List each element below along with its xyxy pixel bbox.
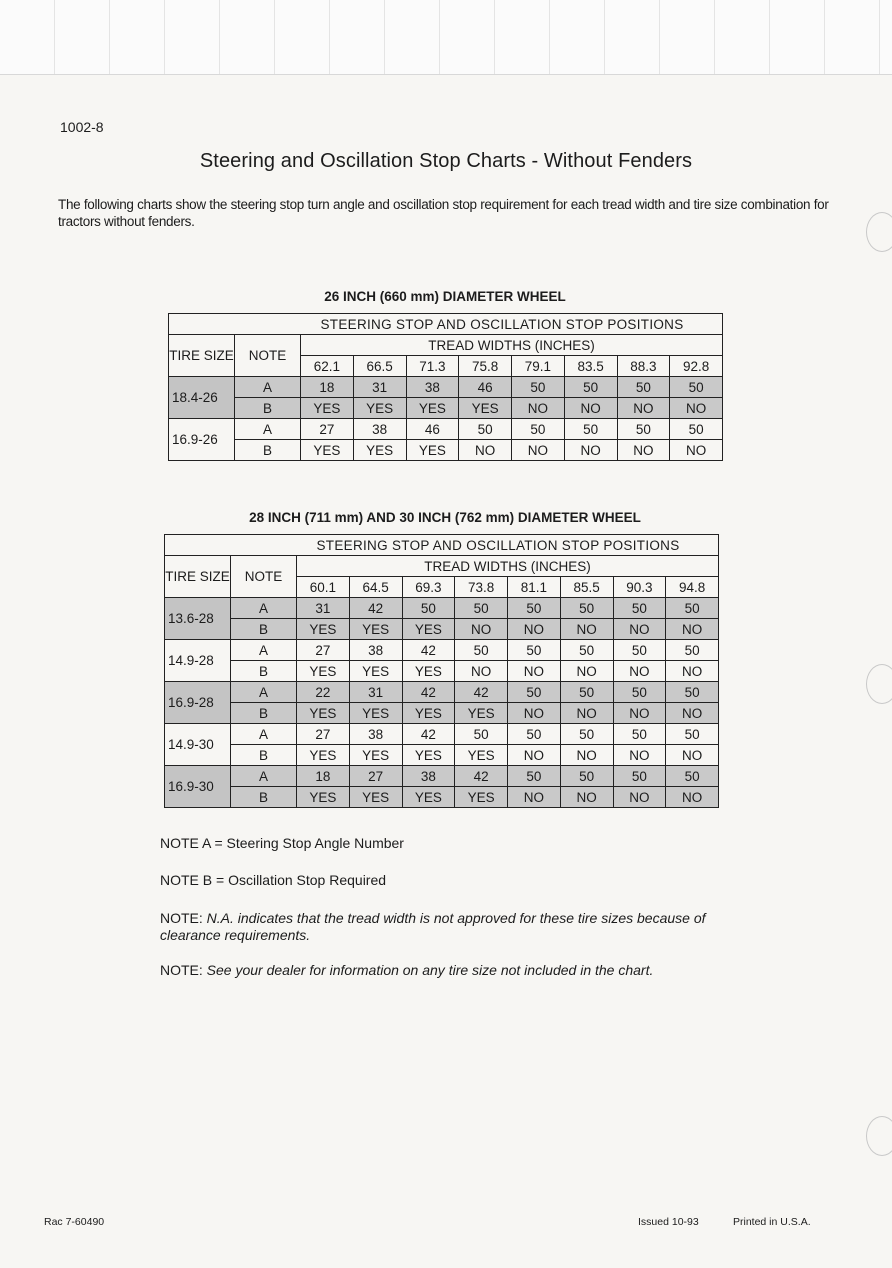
steering-stop-angle: 50 <box>613 724 666 745</box>
page-title: Steering and Oscillation Stop Charts - Without Fenders <box>199 150 693 172</box>
tire-size: 14.9-28 <box>165 640 231 682</box>
steering-stop-angle: 50 <box>666 724 719 745</box>
oscillation-stop-required: NO <box>613 619 666 640</box>
oscillation-stop-required: NO <box>508 703 561 724</box>
steering-stop-angle: 50 <box>617 377 670 398</box>
tire-size: 16.9-26 <box>169 419 235 461</box>
steering-stop-angle: 22 <box>297 682 350 703</box>
oscillation-stop-required: NO <box>613 703 666 724</box>
tread-width: 92.8 <box>670 356 723 377</box>
oscillation-stop-required: YES <box>402 661 455 682</box>
oscillation-stop-required: NO <box>508 745 561 766</box>
oscillation-stop-required: YES <box>402 619 455 640</box>
oscillation-stop-required: NO <box>666 661 719 682</box>
oscillation-stop-required: NO <box>670 440 723 461</box>
steering-stop-angle: 50 <box>508 640 561 661</box>
steering-stop-angle: 27 <box>301 419 354 440</box>
tread-width: 90.3 <box>613 577 666 598</box>
table1-title: 26 INCH (660 mm) DIAMETER WHEEL <box>324 289 566 304</box>
note-label: B <box>231 619 297 640</box>
steering-stop-angle: 50 <box>508 724 561 745</box>
note-dealer-label: NOTE: <box>160 962 203 978</box>
steering-stop-angle: 50 <box>560 598 613 619</box>
oscillation-stop-required: YES <box>406 440 459 461</box>
steering-stop-angle: 27 <box>349 766 402 787</box>
tire-size: 13.6-28 <box>165 598 231 640</box>
oscillation-stop-required: NO <box>508 619 561 640</box>
steering-stop-angle: 50 <box>670 377 723 398</box>
oscillation-stop-required: YES <box>455 745 508 766</box>
steering-stop-angle: 50 <box>613 640 666 661</box>
oscillation-stop-required: NO <box>613 745 666 766</box>
tread-width: 81.1 <box>508 577 561 598</box>
note-label: B <box>231 745 297 766</box>
steering-stop-angle: 42 <box>349 598 402 619</box>
oscillation-stop-required: YES <box>297 661 350 682</box>
steering-stop-angle: 50 <box>613 598 666 619</box>
tire-size-header: TIRE SIZE <box>169 335 235 377</box>
steering-stop-angle: 38 <box>349 724 402 745</box>
issued-date: Issued 10-93 <box>638 1216 699 1228</box>
steering-stop-angle: 50 <box>670 419 723 440</box>
steering-stop-angle: 50 <box>512 419 565 440</box>
steering-stop-angle: 38 <box>353 419 406 440</box>
oscillation-stop-required: YES <box>349 787 402 808</box>
oscillation-stop-required: YES <box>402 703 455 724</box>
oscillation-stop-required: NO <box>564 440 617 461</box>
oscillation-stop-required: NO <box>560 703 613 724</box>
steering-stop-angle: 50 <box>666 766 719 787</box>
binder-hole <box>866 664 892 704</box>
binder-hole <box>866 212 892 252</box>
tread-width: 66.5 <box>353 356 406 377</box>
steering-stop-angle: 18 <box>301 377 354 398</box>
note-label: A <box>231 724 297 745</box>
positions-header: STEERING STOP AND OSCILLATION STOP POSITIONS <box>301 314 723 335</box>
printed-in: Printed in U.S.A. <box>733 1216 811 1228</box>
steering-stop-angle: 46 <box>406 419 459 440</box>
tread-width: 79.1 <box>512 356 565 377</box>
steering-stop-angle: 50 <box>617 419 670 440</box>
steering-stop-angle: 27 <box>297 640 350 661</box>
tread-width: 73.8 <box>455 577 508 598</box>
steering-stop-angle: 50 <box>560 766 613 787</box>
tread-width: 64.5 <box>349 577 402 598</box>
note-label: B <box>235 398 301 419</box>
steering-stop-angle: 42 <box>455 682 508 703</box>
oscillation-stop-required: YES <box>353 398 406 419</box>
steering-stop-angle: 42 <box>402 682 455 703</box>
oscillation-stop-required: NO <box>508 661 561 682</box>
steering-stop-angle: 50 <box>512 377 565 398</box>
oscillation-stop-required: YES <box>297 745 350 766</box>
steering-stop-angle: 18 <box>297 766 350 787</box>
steering-stop-angle: 31 <box>349 682 402 703</box>
tread-width: 69.3 <box>402 577 455 598</box>
steering-stop-angle: 50 <box>508 682 561 703</box>
oscillation-stop-required: YES <box>301 440 354 461</box>
note-dealer-text: See your dealer for information on any tire size not included in the chart. <box>206 962 654 978</box>
steering-stop-angle: 42 <box>402 640 455 661</box>
note-header: NOTE <box>231 556 297 598</box>
steering-stop-angle: 50 <box>560 724 613 745</box>
oscillation-stop-required: NO <box>564 398 617 419</box>
oscillation-stop-required: YES <box>459 398 512 419</box>
tread-widths-header: TREAD WIDTHS (INCHES) <box>301 335 723 356</box>
tread-width: 62.1 <box>301 356 354 377</box>
tire-size: 16.9-28 <box>165 682 231 724</box>
oscillation-stop-required: YES <box>349 661 402 682</box>
steering-stop-angle: 50 <box>666 598 719 619</box>
oscillation-stop-required: NO <box>560 787 613 808</box>
oscillation-stop-required: YES <box>349 745 402 766</box>
note-b: NOTE B = Oscillation Stop Required <box>160 872 387 888</box>
steering-stop-angle: 50 <box>666 682 719 703</box>
oscillation-stop-required: YES <box>455 703 508 724</box>
steering-stop-angle: 38 <box>349 640 402 661</box>
steering-stop-angle: 50 <box>564 377 617 398</box>
oscillation-stop-required: NO <box>459 440 512 461</box>
oscillation-stop-required: YES <box>406 398 459 419</box>
oscillation-stop-required: NO <box>512 440 565 461</box>
steering-stop-angle: 31 <box>297 598 350 619</box>
oscillation-stop-required: YES <box>349 703 402 724</box>
oscillation-stop-required: YES <box>297 703 350 724</box>
oscillation-stop-required: NO <box>560 745 613 766</box>
table2-title: 28 INCH (711 mm) AND 30 INCH (762 mm) DIAMETER WHEEL <box>249 510 641 525</box>
tread-widths-header: TREAD WIDTHS (INCHES) <box>297 556 719 577</box>
oscillation-stop-required: YES <box>297 787 350 808</box>
tread-width: 88.3 <box>617 356 670 377</box>
oscillation-stop-required: NO <box>560 661 613 682</box>
note-label: B <box>235 440 301 461</box>
oscillation-stop-required: NO <box>512 398 565 419</box>
steering-stop-angle: 38 <box>406 377 459 398</box>
oscillation-stop-required: NO <box>455 661 508 682</box>
tire-size: 14.9-30 <box>165 724 231 766</box>
oscillation-stop-required: NO <box>666 703 719 724</box>
oscillation-stop-required: NO <box>508 787 561 808</box>
oscillation-stop-required: NO <box>617 398 670 419</box>
note-label: A <box>235 377 301 398</box>
tread-width: 75.8 <box>459 356 512 377</box>
steering-stop-angle: 46 <box>459 377 512 398</box>
doc-id: Rac 7-60490 <box>44 1216 105 1228</box>
steering-stop-angle: 42 <box>455 766 508 787</box>
oscillation-stop-required: NO <box>560 619 613 640</box>
oscillation-stop-required: YES <box>402 745 455 766</box>
note-label: B <box>231 787 297 808</box>
steering-stop-angle: 50 <box>560 640 613 661</box>
note-label: A <box>235 419 301 440</box>
tire-size: 18.4-26 <box>169 377 235 419</box>
tire-size-header: TIRE SIZE <box>165 556 231 598</box>
binder-hole <box>866 1116 892 1156</box>
note-label: A <box>231 598 297 619</box>
oscillation-stop-required: YES <box>402 787 455 808</box>
oscillation-stop-required: NO <box>666 787 719 808</box>
tread-width: 94.8 <box>666 577 719 598</box>
tread-width: 83.5 <box>564 356 617 377</box>
steering-stop-angle: 50 <box>564 419 617 440</box>
tread-width: 71.3 <box>406 356 459 377</box>
steering-stop-angle: 50 <box>613 766 666 787</box>
steering-stop-angle: 50 <box>508 766 561 787</box>
note-label: A <box>231 766 297 787</box>
intro-paragraph: The following charts show the steering stop turn angle and oscillation stop requirement for each tread width and tire size combination for tractors without fenders. <box>58 197 829 229</box>
steering-stop-angle: 38 <box>402 766 455 787</box>
positions-header: STEERING STOP AND OSCILLATION STOP POSITIONS <box>297 535 719 556</box>
tread-width: 85.5 <box>560 577 613 598</box>
tread-width: 60.1 <box>297 577 350 598</box>
steering-stop-angle: 50 <box>455 724 508 745</box>
steering-stop-angle: 50 <box>666 640 719 661</box>
oscillation-stop-required: NO <box>455 619 508 640</box>
oscillation-stop-required: NO <box>613 787 666 808</box>
note-label: A <box>231 640 297 661</box>
note-label: A <box>231 682 297 703</box>
note-a: NOTE A = Steering Stop Angle Number <box>160 835 404 851</box>
steering-stop-angle: 31 <box>353 377 406 398</box>
note-label: B <box>231 661 297 682</box>
oscillation-stop-required: NO <box>666 619 719 640</box>
note-header: NOTE <box>235 335 301 377</box>
note-na-text: N.A. indicates that the tread width is not approved for these tire sizes because of clearance requirements. <box>160 910 706 943</box>
oscillation-stop-required: NO <box>617 440 670 461</box>
note-label: B <box>231 703 297 724</box>
oscillation-stop-required: YES <box>301 398 354 419</box>
steering-stop-angle: 50 <box>455 598 508 619</box>
table1 <box>168 313 723 461</box>
note-na-label: NOTE: <box>160 910 203 926</box>
page-number: 1002-8 <box>60 119 104 135</box>
tire-size: 16.9-30 <box>165 766 231 808</box>
steering-stop-angle: 50 <box>455 640 508 661</box>
steering-stop-angle: 42 <box>402 724 455 745</box>
oscillation-stop-required: YES <box>455 787 508 808</box>
steering-stop-angle: 50 <box>508 598 561 619</box>
oscillation-stop-required: NO <box>670 398 723 419</box>
oscillation-stop-required: YES <box>349 619 402 640</box>
steering-stop-angle: 50 <box>402 598 455 619</box>
note-dealer <box>160 962 760 978</box>
note-na <box>160 910 730 944</box>
oscillation-stop-required: YES <box>297 619 350 640</box>
oscillation-stop-required: NO <box>613 661 666 682</box>
steering-stop-angle: 50 <box>560 682 613 703</box>
steering-stop-angle: 50 <box>613 682 666 703</box>
steering-stop-angle: 27 <box>297 724 350 745</box>
table2 <box>164 534 719 808</box>
scan-header-band <box>0 0 892 75</box>
oscillation-stop-required: NO <box>666 745 719 766</box>
oscillation-stop-required: YES <box>353 440 406 461</box>
steering-stop-angle: 50 <box>459 419 512 440</box>
